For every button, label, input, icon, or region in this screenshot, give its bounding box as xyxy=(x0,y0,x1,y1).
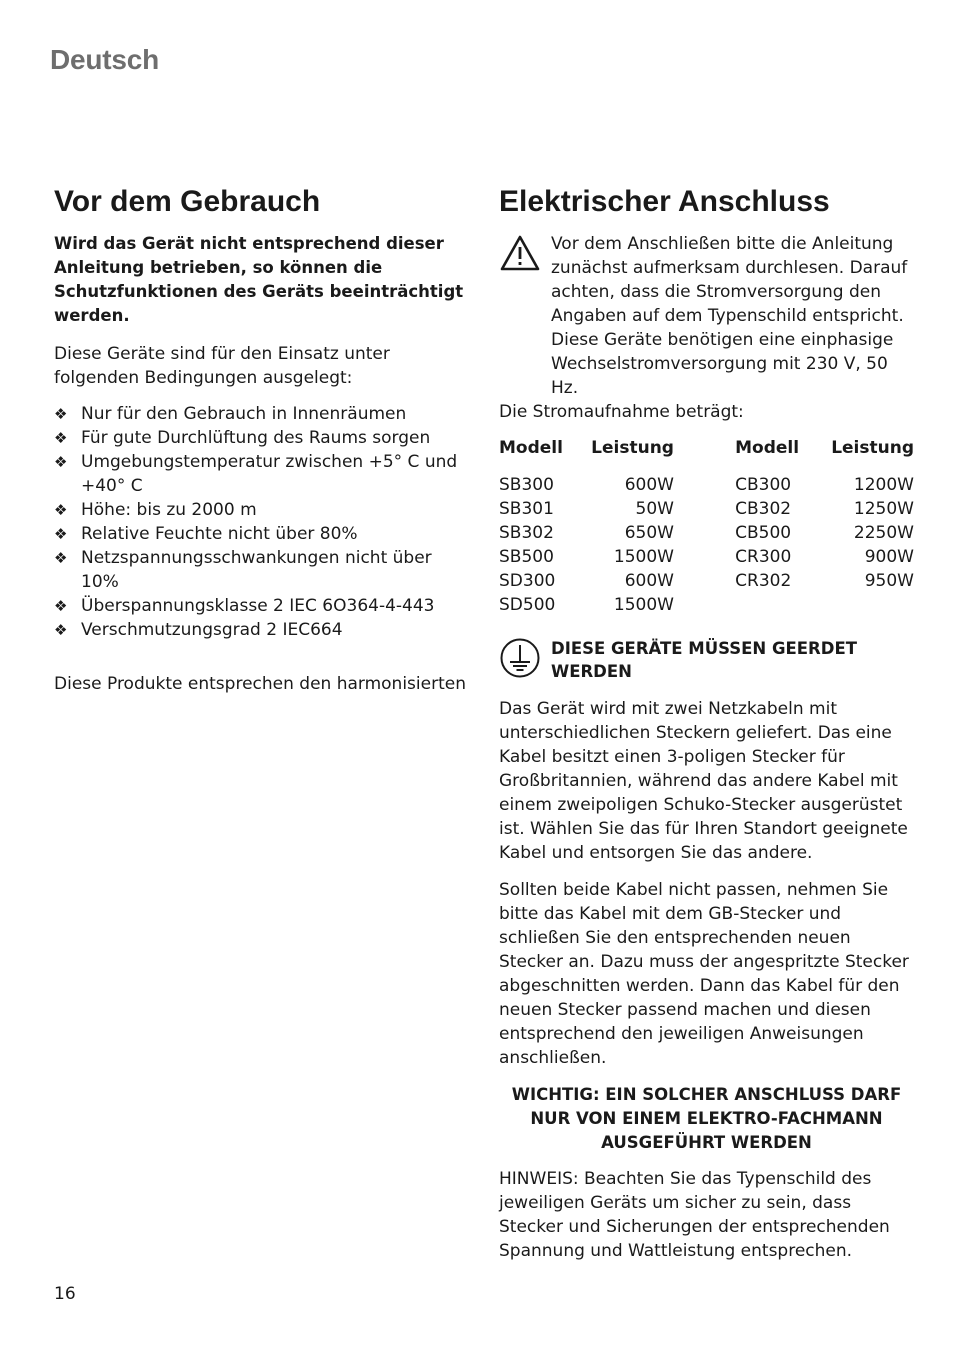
table-row xyxy=(499,569,914,593)
warning-block xyxy=(499,232,914,400)
power-cell: 1200W xyxy=(853,475,914,495)
warning-triangle-icon xyxy=(499,234,541,272)
model-cell xyxy=(735,593,831,617)
power-cell: 2250W xyxy=(853,523,914,543)
list-item: ❖ Relative Feuchte nicht über 80% xyxy=(54,524,358,544)
column-header: Modell xyxy=(499,438,563,458)
model-cell: CR300 xyxy=(735,547,792,567)
bullet-icon: ❖ xyxy=(54,621,68,639)
section-title-before-use: Vor dem Gebrauch xyxy=(54,185,321,218)
list-item: ❖ Für gute Durchlüftung des Raums sorgen xyxy=(54,428,431,448)
power-table xyxy=(499,436,914,617)
power-cell: 900W xyxy=(864,547,914,567)
grounding-block xyxy=(499,637,914,683)
bullet-icon: ❖ xyxy=(54,549,68,567)
model-cell: SB500 xyxy=(499,547,554,567)
table-row xyxy=(499,473,914,497)
model-cell: SB302 xyxy=(499,523,554,543)
page-number: 16 xyxy=(54,1284,76,1304)
column-header: Modell xyxy=(735,438,800,458)
power-cell: 1250W xyxy=(853,499,914,519)
power-cell: 600W xyxy=(624,475,674,495)
power-cell: 1500W xyxy=(613,547,674,567)
table-row xyxy=(499,521,914,545)
list-item: ❖ Netzspannungsschwankungen nicht über 10% xyxy=(54,548,432,592)
consumption-intro: Die Stromaufnahme beträgt: xyxy=(499,402,744,422)
bullet-icon: ❖ xyxy=(54,501,68,519)
grounding-title: DIESE GERÄTE MÜSSEN GEERDET WERDEN xyxy=(551,639,857,681)
column-header: Leistung xyxy=(591,438,674,458)
column-spacer xyxy=(674,436,735,473)
power-cell: 50W xyxy=(635,499,674,519)
power-cell: 950W xyxy=(864,571,914,591)
list-item: ❖ Umgebungstemperatur zwischen +5° C und +40° C xyxy=(54,452,458,496)
table-row xyxy=(499,545,914,569)
list-item: ❖ Nur für den Gebrauch in Innenräumen xyxy=(54,404,407,424)
model-cell: SD300 xyxy=(499,571,556,591)
list-item: ❖ Höhe: bis zu 2000 m xyxy=(54,500,257,520)
section-title-electrical: Elektrischer Anschluss xyxy=(499,185,830,218)
bullet-icon: ❖ xyxy=(54,525,68,543)
power-cell: 1500W xyxy=(613,595,674,615)
model-cell: CB302 xyxy=(735,499,792,519)
power-cell: 650W xyxy=(624,523,674,543)
model-cell: CB300 xyxy=(735,475,792,495)
bullet-icon: ❖ xyxy=(54,405,68,423)
column-header: Leistung xyxy=(831,438,914,458)
right-column xyxy=(499,180,914,1263)
safety-warning-text: Wird das Gerät nicht entsprechend dieser Anleitung betrieben, so können die Schutzfunktionen des Geräts beeinträchtigt werden. xyxy=(54,234,464,325)
warning-text: Vor dem Anschließen bitte die Anleitung zunächst aufmerksam durchlesen. Darauf achten, dass die Stromversorgung den Angaben auf dem Typenschild entspricht. Diese Geräte benötigen eine einphasige Wechselstromversorgung mit 230 V, 50 Hz. xyxy=(551,234,908,398)
model-cell: CR302 xyxy=(735,571,792,591)
table-header-row xyxy=(499,436,914,473)
compliance-text: Diese Produkte entsprechen den harmonisierten xyxy=(54,674,466,694)
replace-plug-paragraph: Sollten beide Kabel nicht passen, nehmen Sie bitte das Kabel mit dem GB-Stecker und schließen Sie den entsprechenden neuen Stecker an. Dazu muss der angespritzte Stecker abgeschnitten werden. Dann das Kabel für den neuen Stecker passend machen und diesen entsprechend den jeweiligen Anweisungen anschließen. xyxy=(499,880,909,1068)
language-heading: Deutsch xyxy=(50,44,160,75)
model-cell: CB500 xyxy=(735,523,792,543)
conditions-list xyxy=(54,402,474,642)
power-cell xyxy=(831,593,914,617)
cables-paragraph: Das Gerät wird mit zwei Netzkabeln mit unterschiedlichen Steckern geliefert. Das eine Kabel besitzt einen 3-poligen Stecker für Großbritannien, während das andere Kabel mit einem zweipoligen Schuko-Stecker ausgerüstet ist. Wählen Sie das für Ihren Standort geeignete Kabel und entsorgen Sie das andere. xyxy=(499,699,908,863)
bullet-icon: ❖ xyxy=(54,453,68,471)
model-cell: SD500 xyxy=(499,595,556,615)
model-cell: SB301 xyxy=(499,499,554,519)
bullet-icon: ❖ xyxy=(54,429,68,447)
model-cell: SB300 xyxy=(499,475,554,495)
conditions-intro: Diese Geräte sind für den Einsatz unter folgenden Bedingungen ausgelegt: xyxy=(54,344,390,388)
bullet-icon: ❖ xyxy=(54,597,68,615)
list-item: ❖ Verschmutzungsgrad 2 IEC664 xyxy=(54,620,343,640)
table-row xyxy=(499,593,914,617)
hint-paragraph: HINWEIS: Beachten Sie das Typenschild des jeweiligen Geräts um sicher zu sein, dass Stecker und Sicherungen der entsprechenden Spannung und Wattleistung entsprechen. xyxy=(499,1169,890,1261)
left-column xyxy=(54,180,474,696)
power-cell: 600W xyxy=(624,571,674,591)
earth-ground-icon xyxy=(499,637,541,679)
table-row xyxy=(499,497,914,521)
important-notice: WICHTIG: EIN SOLCHER ANSCHLUSS DARF NUR VON EINEM ELEKTRO-FACHMANN AUSGEFÜHRT WERDEN xyxy=(511,1085,902,1152)
list-item: ❖ Überspannungsklasse 2 IEC 6O364-4-443 xyxy=(54,596,435,616)
